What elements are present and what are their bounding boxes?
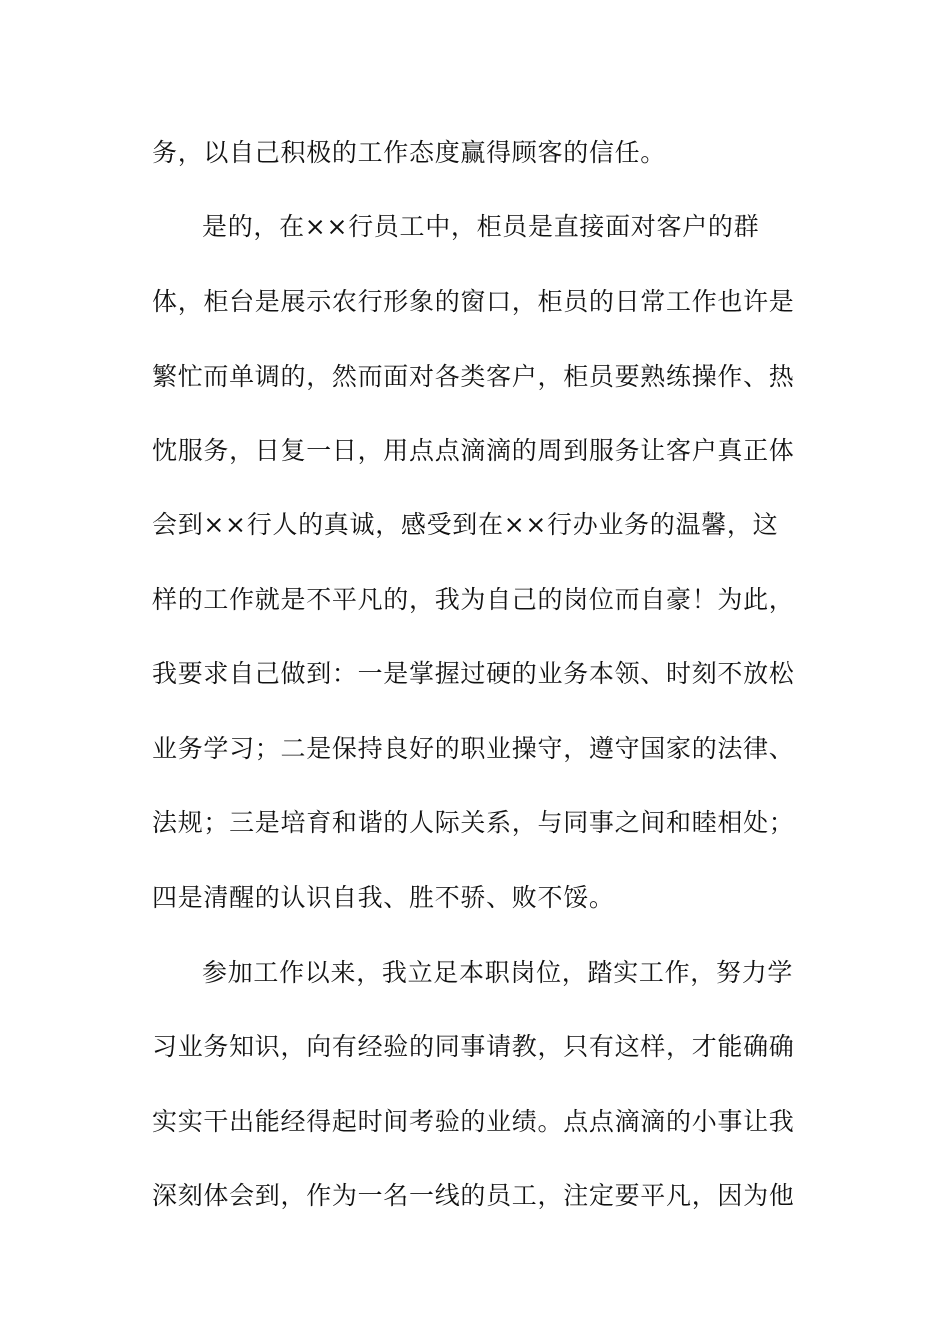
text-line: 四是清醒的认识自我、胜不骄、败不馁。: [152, 883, 615, 912]
text-line: 忱服务，日复一日，用点点滴滴的周到服务让客户真正体: [152, 436, 795, 465]
text-line: 会到××行人的真诚，感受到在××行办业务的温馨，这: [152, 510, 779, 539]
paragraph-first-line: 是的，在××行员工中，柜员是直接面对客户的群: [202, 212, 760, 241]
text-line: 业务学习；二是保持良好的职业操守，遵守国家的法律、: [152, 734, 795, 763]
text-line: 我要求自己做到：一是掌握过硬的业务本领、时刻不放松: [152, 659, 795, 688]
text-line: 样的工作就是不平凡的，我为自己的岗位而自豪！为此，: [152, 585, 795, 614]
text-line: 习业务知识，向有经验的同事请教，只有这样，才能确确: [152, 1032, 795, 1061]
text-line: 体，柜台是展示农行形象的窗口，柜员的日常工作也许是: [152, 287, 795, 316]
text-line: 繁忙而单调的，然而面对各类客户，柜员要熟练操作、热: [152, 362, 795, 391]
paragraph-first-line: 参加工作以来，我立足本职岗位，踏实工作，努力学: [202, 958, 794, 987]
text-line: 实实干出能经得起时间考验的业绩。点点滴滴的小事让我: [152, 1107, 795, 1136]
text-line: 务，以自己积极的工作态度赢得顾客的信任。: [152, 138, 667, 167]
text-line: 深刻体会到，作为一名一线的员工，注定要平凡，因为他: [152, 1181, 795, 1210]
text-line: 法规；三是培育和谐的人际关系，与同事之间和睦相处；: [152, 808, 795, 837]
